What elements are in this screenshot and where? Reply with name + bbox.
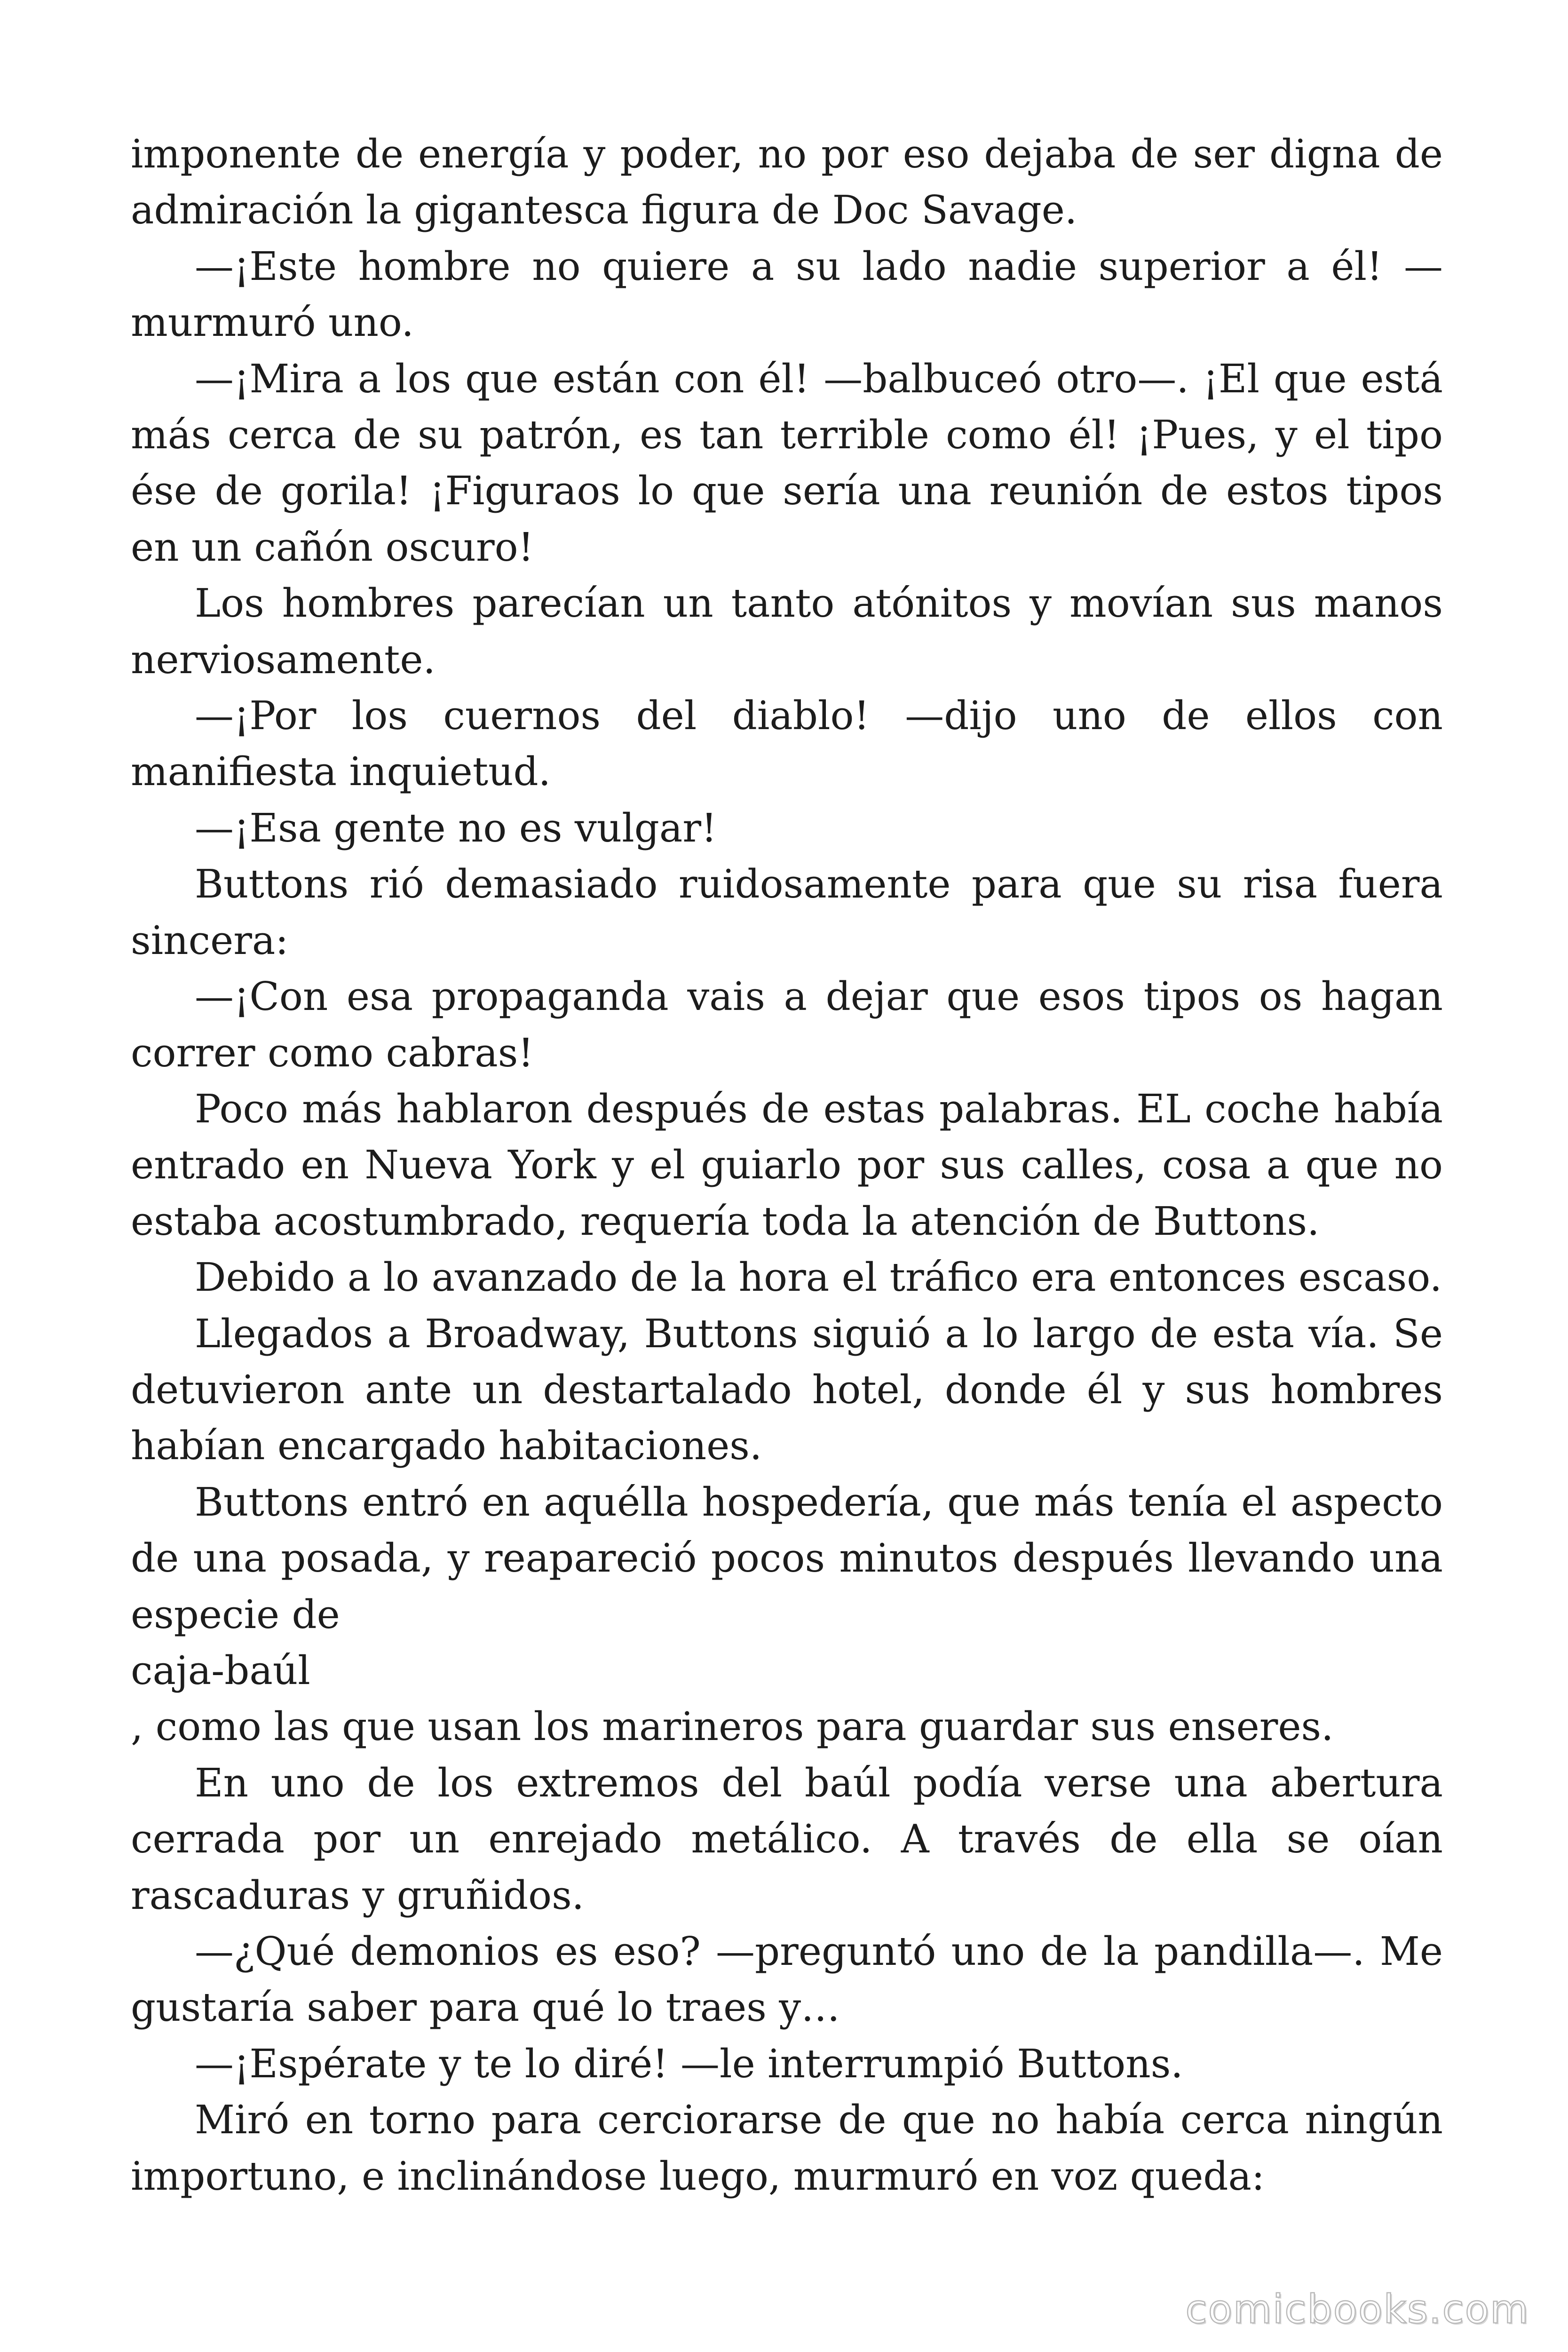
paragraph: Miró en torno para cerciorarse de que no había cerca ningún importuno, e inclinándose luego, murmuró en voz queda: bbox=[131, 2097, 1443, 2199]
paragraph: , como las que usan los marineros para guardar sus enseres. bbox=[131, 1704, 1334, 1750]
paragraph: —¿Qué demonios es eso? —preguntó uno de la pandilla—. Me gustaría saber para qué lo traes y… bbox=[131, 1929, 1443, 2031]
paragraph: —¡Mira a los que están con él! —balbuceó otro—. ¡El que está más cerca de su patrón, es tan terrible como él! ¡Pues, y el tipo ése de gorila! ¡Figuraos lo que sería una reunión de estos tipos en un cañón oscuro! bbox=[131, 356, 1443, 570]
paragraph: —¡Esa gente no es vulgar! bbox=[195, 805, 717, 851]
paragraph: —¡Con esa propaganda vais a dejar que esos tipos os hagan correr como cabras! bbox=[131, 974, 1443, 1076]
paragraph: Poco más hablaron después de estas palabras. EL coche había entrado en Nueva York y el guiarlo por sus calles, cosa a que no estaba acostumbrado, requería toda la atención de Buttons. bbox=[131, 1086, 1443, 1244]
paragraph: Buttons entró en aquélla hospedería, que más tenía el aspecto de una posada, y reapareció pocos minutos después llevando una especie de bbox=[131, 1479, 1443, 1637]
paragraph: Buttons rió demasiado ruidosamente para que su risa fuera sincera: bbox=[131, 861, 1443, 963]
watermark-logo: comicbooks.com bbox=[1185, 2286, 1529, 2332]
page-body bbox=[131, 126, 1443, 2204]
paragraph: En uno de los extremos del baúl podía verse una abertura cerrada por un enrejado metálico. A través de ella se oían rascaduras y gruñidos. bbox=[131, 1760, 1443, 1918]
paragraph: Los hombres parecían un tanto atónitos y movían sus manos nerviosamente. bbox=[131, 580, 1443, 683]
paragraph: —¡Por los cuernos del diablo! —dijo uno de ellos con manifiesta inquietud. bbox=[131, 693, 1443, 795]
paragraph: imponente de energía y poder, no por eso dejaba de ser digna de admiración la gigantesca figura de Doc Savage. bbox=[131, 131, 1443, 233]
paragraph: —¡Este hombre no quiere a su lado nadie superior a él! —murmuró uno. bbox=[131, 243, 1443, 346]
paragraph: Llegados a Broadway, Buttons siguió a lo largo de esta vía. Se detuvieron ante un destartalado hotel, donde él y sus hombres habían encargado habitaciones. bbox=[131, 1311, 1443, 1469]
paragraph: Debido a lo avanzado de la hora el tráfico era entonces escaso. bbox=[195, 1255, 1442, 1301]
paragraph: caja-baúl bbox=[131, 1647, 310, 1693]
paragraph: —¡Espérate y te lo diré! —le interrumpió Buttons. bbox=[195, 2041, 1183, 2087]
